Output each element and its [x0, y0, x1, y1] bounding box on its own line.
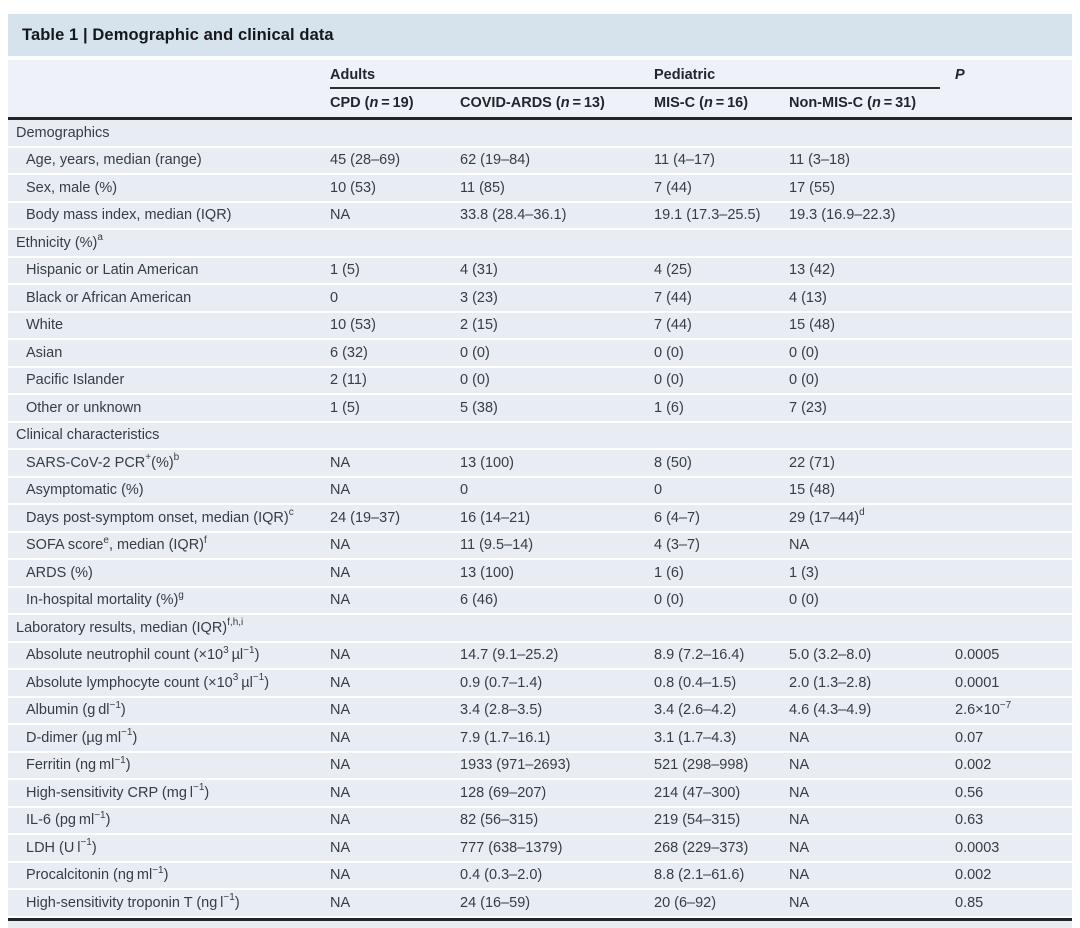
- data-cell: 777 (638–1379): [460, 839, 563, 856]
- data-cell: [951, 560, 1072, 586]
- data-cell: 11 (3–18): [789, 152, 850, 169]
- data-cell: NA: [330, 702, 351, 719]
- data-cell: 1 (5): [330, 262, 360, 279]
- data-cell: 1 (3): [789, 564, 819, 581]
- table-row: [8, 340, 1072, 368]
- italic-n: n: [369, 95, 379, 111]
- italic-n: n: [871, 95, 881, 111]
- data-cell: [951, 450, 1072, 476]
- table-1-card: [8, 14, 1072, 928]
- section-label: Ethnicity (%) $^a$: [16, 232, 103, 251]
- table-row: [8, 863, 1072, 891]
- column-header-row: [8, 89, 1072, 117]
- data-cell: 14.7 (9.1–25.2): [460, 647, 559, 664]
- table-row: [8, 643, 1072, 671]
- data-cell: 10 (53): [330, 317, 376, 334]
- table-row: [8, 368, 1072, 396]
- data-cell: 0 (0): [460, 372, 490, 389]
- data-cell: 10 (53): [330, 179, 376, 196]
- data-cell: 13 (100): [460, 454, 515, 471]
- data-cell: 13 (42): [789, 262, 835, 279]
- column-header-text: = 13): [569, 95, 605, 111]
- data-cell: 214 (47–300): [654, 784, 741, 801]
- data-cell: 8 (50): [654, 454, 692, 471]
- table-row: [8, 285, 1072, 313]
- data-cell: 1 (5): [330, 399, 360, 416]
- data-cell: 0 (0): [460, 344, 490, 361]
- row-label: Absolute neutrophil count (×10 $^3$ µl $^{-1}$ ): [26, 644, 260, 664]
- data-cell: 4 (25): [654, 262, 692, 279]
- header-empty-cell: [8, 89, 326, 117]
- row-label: Body mass index, median (IQR): [26, 207, 232, 224]
- data-cell: 7 (23): [789, 399, 827, 416]
- data-cell: 7 (44): [654, 289, 692, 306]
- data-cell: 4 (3–7): [654, 537, 700, 554]
- column-group-pediatric: Pediatric: [654, 66, 716, 83]
- data-cell: 0: [654, 482, 663, 499]
- column-header-text: COVID-ARDS (: [460, 95, 561, 111]
- row-label: Black or African American: [26, 289, 192, 306]
- data-cell: 0.8 (0.4–1.5): [654, 674, 737, 691]
- column-header-text: = 19): [378, 95, 414, 111]
- row-label: High-sensitivity troponin T (ng l $^{-1}$ ): [26, 892, 240, 911]
- data-cell: 3.4 (2.8–3.5): [460, 702, 543, 719]
- row-label: Albumin (g dl $^{-1}$ ): [26, 699, 126, 719]
- column-header-covid-ards: [456, 89, 650, 117]
- row-label: White: [26, 317, 64, 334]
- data-cell: 2 (15): [460, 317, 498, 334]
- data-cell: 82 (56–315): [460, 812, 539, 829]
- data-cell: 0.85: [955, 894, 984, 911]
- data-cell: 15 (48): [789, 482, 835, 499]
- data-cell: 29 (17–44) $^d$: [789, 507, 865, 526]
- data-cell: 20 (6–92): [654, 894, 717, 911]
- row-label: Ferritin (ng ml $^{-1}$ ): [26, 754, 131, 774]
- data-cell: NA: [789, 757, 810, 774]
- data-cell: 0.9 (0.7–1.4): [460, 674, 543, 691]
- row-label: SARS-CoV-2 PCR + (%) $^b$: [26, 452, 180, 471]
- data-cell: 22 (71): [789, 454, 835, 471]
- row-label: Absolute lymphocyte count (×10 $^3$ µl $^{-1}$ ): [26, 672, 270, 691]
- data-cell: 0 (0): [789, 344, 819, 361]
- table-row: [8, 560, 1072, 588]
- row-label: Other or unknown: [26, 399, 142, 416]
- data-cell: 7 (44): [654, 179, 692, 196]
- column-header-text: = 31): [880, 95, 917, 111]
- table-row: [8, 835, 1072, 863]
- data-cell: [951, 588, 1072, 614]
- row-label: Pacific Islander: [26, 372, 125, 389]
- data-cell: NA: [330, 592, 351, 609]
- data-cell: 24 (19–37): [330, 509, 401, 526]
- row-label: Hispanic or Latin American: [26, 262, 199, 279]
- table-body: [8, 120, 1072, 918]
- data-cell: 19.3 (16.9–22.3): [789, 207, 896, 224]
- row-label: IL-6 (pg ml $^{-1}$ ): [26, 809, 111, 829]
- data-cell: 7 (44): [654, 317, 692, 334]
- data-cell: NA: [330, 894, 351, 911]
- data-cell: 6 (4–7): [654, 509, 700, 526]
- column-header-non-mis-c: [785, 89, 951, 117]
- data-cell: [951, 258, 1072, 284]
- data-cell: NA: [330, 647, 351, 664]
- table-row: [8, 890, 1072, 918]
- data-cell: 0 (0): [789, 592, 819, 609]
- data-cell: 1 (6): [654, 399, 684, 416]
- column-header-cpd: [326, 89, 456, 117]
- table-row: [8, 203, 1072, 231]
- data-cell: 11 (85): [460, 179, 505, 196]
- data-cell: 24 (16–59): [460, 894, 531, 911]
- header-empty-p-cell: [951, 89, 1072, 117]
- row-label: LDH (U l $^{-1}$ ): [26, 837, 97, 856]
- data-cell: 268 (229–373): [654, 839, 749, 856]
- row-label: Procalcitonin (ng ml $^{-1}$ ): [26, 864, 169, 884]
- data-cell: NA: [330, 729, 351, 746]
- table-row: [8, 725, 1072, 753]
- data-cell: 0.4 (0.3–2.0): [460, 867, 543, 884]
- table-title-bar: [8, 14, 1072, 56]
- data-cell: [951, 368, 1072, 394]
- row-label: Asymptomatic (%): [26, 482, 144, 499]
- row-label: High-sensitivity CRP (mg l $^{-1}$ ): [26, 782, 210, 801]
- italic-n: n: [560, 95, 570, 111]
- row-label: ARDS (%): [26, 564, 93, 581]
- data-cell: 15 (48): [789, 317, 835, 334]
- column-header-text: = 16): [712, 95, 749, 111]
- data-cell: [951, 340, 1072, 366]
- table-title: Table 1 | Demographic and clinical data: [22, 25, 334, 44]
- data-cell: 19.1 (17.3–25.5): [654, 207, 761, 224]
- data-cell: 0.0005: [955, 647, 1000, 664]
- section-row: [8, 230, 1072, 258]
- table-row: [8, 753, 1072, 781]
- data-cell: 2 (11): [330, 372, 367, 389]
- data-cell: NA: [789, 537, 810, 554]
- data-cell: 1933 (971–2693): [460, 757, 571, 774]
- data-cell: 3.1 (1.7–4.3): [654, 729, 737, 746]
- data-cell: 8.8 (2.1–61.6): [654, 867, 745, 884]
- data-cell: 6 (46): [460, 592, 498, 609]
- row-label: Days post-symptom onset, median (IQR) $^c$: [26, 507, 294, 526]
- data-cell: 4 (31): [460, 262, 498, 279]
- data-cell: 219 (54–315): [654, 812, 741, 829]
- data-cell: 0.07: [955, 729, 984, 746]
- data-cell: 521 (298–998): [654, 757, 749, 774]
- data-cell: 0 (0): [654, 592, 684, 609]
- data-cell: 7.9 (1.7–16.1): [460, 729, 551, 746]
- column-header-text: CPD (: [330, 95, 370, 111]
- data-cell: [951, 505, 1072, 531]
- italic-n: n: [703, 95, 713, 111]
- data-cell: 6 (32): [330, 344, 368, 361]
- column-group-row: [8, 60, 1072, 89]
- table-row: [8, 505, 1072, 533]
- data-cell: 0 (0): [789, 372, 819, 389]
- data-cell: 2.0 (1.3–2.8): [789, 674, 872, 691]
- table-row: [8, 478, 1072, 506]
- data-cell: 0 (0): [654, 344, 684, 361]
- column-header-text: MIS-C (: [654, 95, 704, 111]
- data-cell: 4 (13): [789, 289, 827, 306]
- data-cell: NA: [789, 812, 810, 829]
- section-label: Laboratory results, median (IQR) $^{f,h,i}$: [16, 617, 244, 636]
- table-row: [8, 808, 1072, 836]
- data-cell: NA: [330, 207, 351, 224]
- group-header-rule: [330, 87, 940, 89]
- column-header-mis-c: [650, 89, 785, 117]
- section-row: [8, 423, 1072, 451]
- data-cell: [951, 285, 1072, 311]
- data-cell: NA: [330, 867, 351, 884]
- data-cell: 13 (100): [460, 564, 515, 581]
- data-cell: NA: [330, 564, 351, 581]
- data-cell: 2.6×10 $^{-7}$: [955, 699, 1012, 719]
- column-group-adults: Adults: [330, 66, 376, 83]
- table-row: [8, 148, 1072, 176]
- data-cell: NA: [789, 867, 810, 884]
- table-row: [8, 175, 1072, 203]
- section-row: [8, 615, 1072, 643]
- data-cell: NA: [789, 894, 810, 911]
- row-label: In-hospital mortality (%) $^g$: [26, 589, 184, 609]
- data-cell: NA: [330, 454, 351, 471]
- data-cell: 0 (0): [654, 372, 684, 389]
- table-header: [8, 60, 1072, 117]
- data-cell: [951, 395, 1072, 421]
- data-cell: NA: [330, 674, 351, 691]
- data-cell: [951, 148, 1072, 174]
- data-cell: [951, 478, 1072, 504]
- data-cell: 11 (4–17): [654, 152, 715, 169]
- footnote-area-cropped: [8, 921, 1072, 928]
- table-row: [8, 395, 1072, 423]
- data-cell: 4.6 (4.3–4.9): [789, 702, 872, 719]
- row-label: Asian: [26, 344, 63, 361]
- section-label: Demographics: [16, 124, 110, 141]
- section-row: [8, 120, 1072, 148]
- row-label: Sex, male (%): [26, 179, 118, 196]
- column-header-p: P: [955, 66, 965, 83]
- data-cell: 0.002: [955, 757, 992, 774]
- row-label: SOFA score $^e$ , median (IQR) $^f$: [26, 534, 207, 554]
- table-row: [8, 588, 1072, 616]
- data-cell: 16 (14–21): [460, 509, 531, 526]
- data-cell: 5.0 (3.2–8.0): [789, 647, 872, 664]
- data-cell: NA: [330, 784, 351, 801]
- column-header-text: Non-MIS-C (: [789, 95, 872, 111]
- data-cell: 3 (23): [460, 289, 498, 306]
- data-cell: 1 (6): [654, 564, 684, 581]
- data-cell: 8.9 (7.2–16.4): [654, 647, 745, 664]
- data-cell: 0.0001: [955, 674, 1000, 691]
- data-cell: 33.8 (28.4–36.1): [460, 207, 567, 224]
- data-cell: [951, 175, 1072, 201]
- row-label: D-dimer (µg ml $^{-1}$ ): [26, 727, 138, 746]
- data-cell: [951, 203, 1072, 229]
- data-cell: NA: [330, 757, 351, 774]
- data-cell: 0.002: [955, 867, 992, 884]
- table-row: [8, 258, 1072, 286]
- data-cell: 3.4 (2.6–4.2): [654, 702, 737, 719]
- data-cell: NA: [330, 482, 351, 499]
- table-row: [8, 313, 1072, 341]
- data-cell: 11 (9.5–14): [460, 537, 534, 554]
- data-cell: 128 (69–207): [460, 784, 547, 801]
- data-cell: 0.0003: [955, 839, 1000, 856]
- header-empty-cell: [8, 60, 326, 89]
- data-cell: 0.56: [955, 784, 984, 801]
- data-cell: NA: [330, 537, 351, 554]
- data-cell: NA: [330, 839, 351, 856]
- table-row: [8, 780, 1072, 808]
- data-cell: 45 (28–69): [330, 152, 401, 169]
- data-cell: NA: [789, 839, 810, 856]
- data-cell: NA: [789, 729, 810, 746]
- data-cell: NA: [330, 812, 351, 829]
- data-cell: 62 (19–84): [460, 152, 531, 169]
- data-cell: 5 (38): [460, 399, 498, 416]
- data-cell: [951, 533, 1072, 559]
- table-row: [8, 450, 1072, 478]
- data-cell: 0.63: [955, 812, 984, 829]
- table-row: [8, 533, 1072, 561]
- table-row: [8, 670, 1072, 698]
- data-cell: 17 (55): [789, 179, 835, 196]
- data-cell: 0: [330, 289, 339, 306]
- row-label: Age, years, median (range): [26, 152, 202, 169]
- data-cell: [951, 313, 1072, 339]
- data-cell: NA: [789, 784, 810, 801]
- data-cell: 0: [460, 482, 469, 499]
- table-row: [8, 698, 1072, 726]
- section-label: Clinical characteristics: [16, 427, 160, 444]
